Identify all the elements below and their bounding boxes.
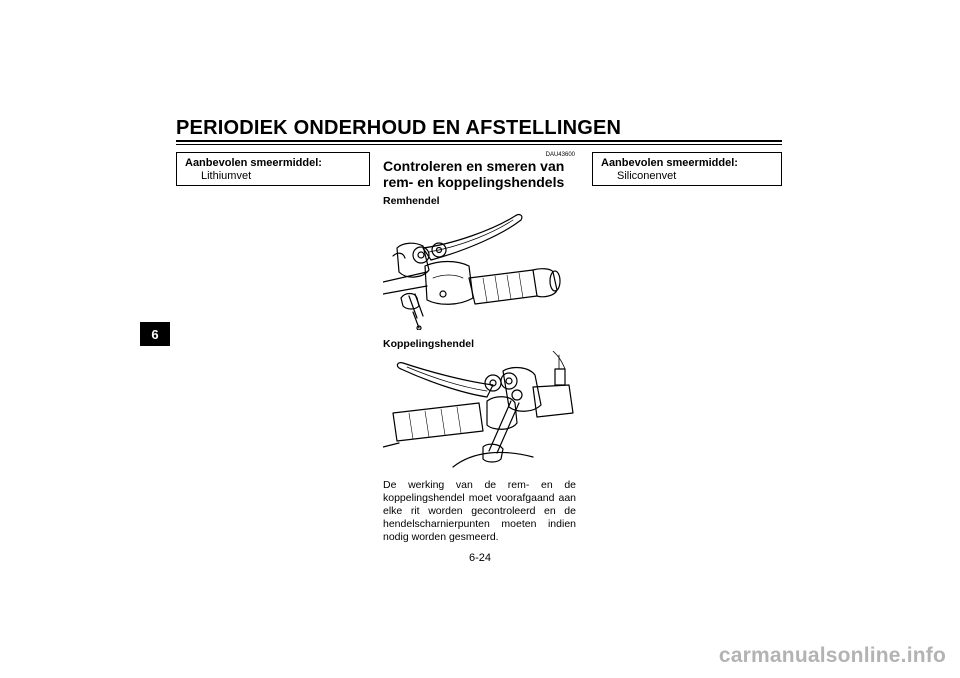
subheading-clutch-lever: Koppelingshendel: [383, 338, 475, 350]
chapter-tab: 6: [140, 322, 170, 346]
header-rule-thick: [176, 140, 782, 142]
section-title: Controleren en smeren van rem- en koppelingshendels: [383, 158, 565, 190]
lubricant-box-right: [592, 152, 782, 186]
section-code: DAU43600: [545, 152, 575, 158]
watermark-link[interactable]: carmanualsonline.info: [718, 644, 946, 667]
lubricant-box-left: [176, 152, 370, 186]
body-paragraph: De werking van de rem- en de koppelingshendel moet voorafgaand aan elke rit worden gecontroleerd en de hendelscharnierpunten moeten indien nodig worden gesmeerd.: [383, 479, 576, 543]
clutch-lever-illustration: [383, 351, 577, 471]
lubricant-value: Siliconenvet: [617, 170, 677, 182]
lubricant-value: Lithiumvet: [201, 170, 252, 182]
subheading-brake-lever: Remhendel: [383, 195, 440, 207]
page-header-title: PERIODIEK ONDERHOUD EN AFSTELLINGEN: [176, 117, 622, 139]
header-rule-thin: [176, 144, 782, 145]
lubricant-label: Aanbevolen smeermiddel:: [601, 157, 738, 169]
brake-lever-illustration: [383, 208, 577, 330]
lubricant-label: Aanbevolen smeermiddel:: [185, 157, 322, 169]
page-number: 6-24: [468, 552, 492, 564]
